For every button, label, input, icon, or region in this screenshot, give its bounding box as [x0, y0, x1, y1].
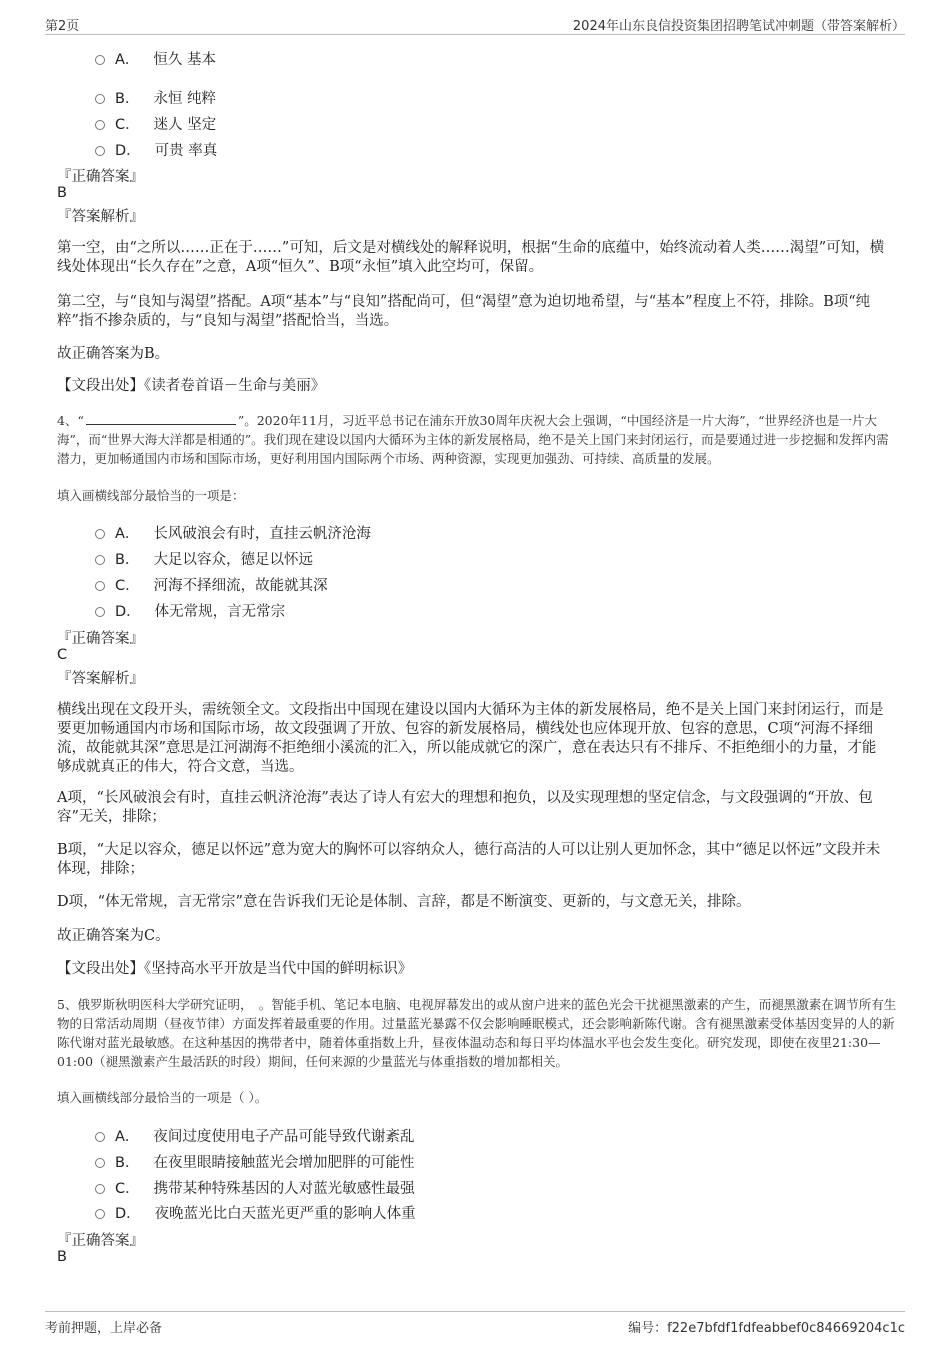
radio-icon[interactable]: [95, 555, 105, 565]
page-footer: [45, 1311, 905, 1336]
q4-option-c[interactable]: C． 河海不择细流，故能就其深: [95, 574, 328, 595]
q3-analysis-paragraph: 第一空，由“之所以……正在于……”可知，后文是对横线处的解释说明，根据“生命的底蕴中，始终流动着人类……渴望”可知，横线处体现出“长久存在”之意，A项“恒久”、B项“永恒”填入此空均可，保留。: [57, 240, 885, 275]
radio-icon[interactable]: [95, 1132, 105, 1142]
q4-analysis-paragraph: B项，“大足以容众，德足以怀远”意为宽大的胸怀可以容纳众人，德行高洁的人可以让别人更加怀念，其中“德足以怀远”文段并未体现，排除；: [57, 842, 881, 877]
q3-correct-answer-label: 『正确答案』: [57, 169, 144, 185]
footer-slogan: 考前押题，上岸必备: [45, 1321, 163, 1336]
radio-icon[interactable]: [95, 120, 105, 130]
radio-icon[interactable]: [95, 1184, 105, 1194]
fill-blank: [86, 412, 236, 425]
q4-analysis-paragraph: A项，“长风破浪会有时，直挂云帆济沧海”表达了诗人有宏大的理想和抱负，以及实现理想的坚定信念，与文段强调的“开放、包容”无关，排除；: [57, 790, 873, 825]
q5-option-b[interactable]: B． 在夜里眼睛接触蓝光会增加肥胖的可能性: [95, 1151, 414, 1172]
q5-option-c[interactable]: C． 携带某种特殊基因的人对蓝光敏感性最强: [95, 1177, 415, 1198]
q4-source: 【文段出处】《坚持高水平开放是当代中国的鲜明标识》: [57, 961, 413, 977]
q5-correct-answer-label: 『正确答案』: [57, 1233, 144, 1249]
document-title: 2024年山东良信投资集团招聘笔试冲刺题（带答案解析）: [572, 19, 905, 34]
q5-correct-answer-value: B: [57, 1249, 67, 1265]
radio-icon[interactable]: [95, 146, 105, 156]
q3-option-b[interactable]: B． 永恒 纯粹: [95, 87, 216, 108]
q4-option-a[interactable]: A． 长风破浪会有时，直挂云帆济沧海: [95, 522, 371, 543]
q3-option-c[interactable]: C． 迷人 坚定: [95, 113, 216, 134]
q4-analysis-paragraph: 横线出现在文段开头，需统领全文。文段指出中国现在建设以国内大循环为主体的新发展格局，绝不是关上国门来封闭运行，而是要更加畅通国内市场和国际市场，故文段强调了开放、包容的新发展格局，横线处也应体现开放、包容的意思，C项“河海不择细流，故能就其深”意思是江河湖海不拒绝细小溪流的汇入，所以能成就它的深广，意在表达只有不排斥、不拒绝细小的力量，才能够成就真正的伟大，符合文意，当选。: [57, 702, 884, 775]
q4-prompt: 填入画横线部分最恰当的一项是：: [57, 488, 245, 503]
q3-option-a[interactable]: A． 恒久 基本: [95, 48, 216, 69]
q4-analysis-label: 『答案解析』: [57, 671, 144, 687]
q3-analysis-conclusion: 故正确答案为B。: [57, 346, 170, 362]
q3-option-d[interactable]: D． 可贵 率真: [95, 139, 217, 160]
q3-analysis-label: 『答案解析』: [57, 209, 144, 225]
q4-correct-answer-value: C: [57, 647, 68, 663]
q4-analysis-paragraph: D项，“体无常规，言无常宗”意在告诉我们无论是体制、言辞，都是不断演变、更新的，与文意无关，排除。: [57, 894, 751, 910]
document-id: 编号：f22e7bfdf1fdfeabbef0c84669204c1c: [628, 1321, 905, 1336]
page-header: [45, 14, 905, 35]
q4-option-b[interactable]: B． 大足以容众，德足以怀远: [95, 548, 313, 569]
q5-stem: 5、俄罗斯秋明医科大学研究证明， 。智能手机、笔记本电脑、电视屏幕发出的或从窗户进来的蓝色光会干扰褪黑激素的产生，而褪黑激素在调节所有生物的日常活动周期（昼夜节律）方面发挥着最重要的作用。过量蓝光暴露不仅会影响睡眠模式，还会影响新陈代谢。含有褪黑激素受体基因变异的人的新陈代谢对蓝光最敏感。在这种基因的携带者中，随着体重指数上升，昼夜体温动态和每日平均体温水平也会发生变化。研究发现，即使在夜里21:30—01:00（褪黑激素产生最活跃的时段）期间，任何来源的少量蓝光与体重指数的增加都相关。: [57, 997, 897, 1069]
q3-correct-answer-value: B: [57, 185, 67, 201]
radio-icon[interactable]: [95, 94, 105, 104]
radio-icon[interactable]: [95, 1209, 105, 1219]
q4-analysis-conclusion: 故正确答案为C。: [57, 928, 170, 944]
q5-prompt: 填入画横线部分最恰当的一项是（ ）。: [57, 1090, 268, 1105]
radio-icon[interactable]: [95, 529, 105, 539]
radio-icon[interactable]: [95, 607, 105, 617]
q4-stem: 4、“ ”。2020年11月，习近平总书记在浦东开放30周年庆祝大会上强调，“中国经济是一片大海”，“世界经济也是一片大海”，而“世界大海大洋都是相通的”。我们现在建设以国内大循环为主体的新发展格局，绝不是关上国门来封闭运行，而是要通过进一步挖掘和发挥内需潜力，更加畅通国内市场和国际市场，更好利用国内国际两个市场、两种资源，实现更加强劲、可持续、高质量的发展。: [57, 413, 889, 466]
radio-icon[interactable]: [95, 581, 105, 591]
page-number: 第2页: [45, 19, 80, 34]
q3-source: 【文段出处】《读者卷首语－生命与美丽》: [57, 378, 326, 394]
q5-option-d[interactable]: D． 夜晚蓝光比白天蓝光更严重的影响人体重: [95, 1202, 416, 1223]
q3-analysis-paragraph: 第二空，与“良知与渴望”搭配。A项“基本”与“良知”搭配尚可，但“渴望”意为迫切地希望，与“基本”程度上不符，排除。B项“纯粹”指不掺杂质的，与“良知与渴望”搭配恰当，当选。: [57, 294, 871, 329]
radio-icon[interactable]: [95, 1158, 105, 1168]
q4-correct-answer-label: 『正确答案』: [57, 631, 144, 647]
q5-option-a[interactable]: A． 夜间过度使用电子产品可能导致代谢紊乱: [95, 1125, 414, 1146]
q4-option-d[interactable]: D． 体无常规，言无常宗: [95, 600, 285, 621]
radio-icon[interactable]: [95, 55, 105, 65]
